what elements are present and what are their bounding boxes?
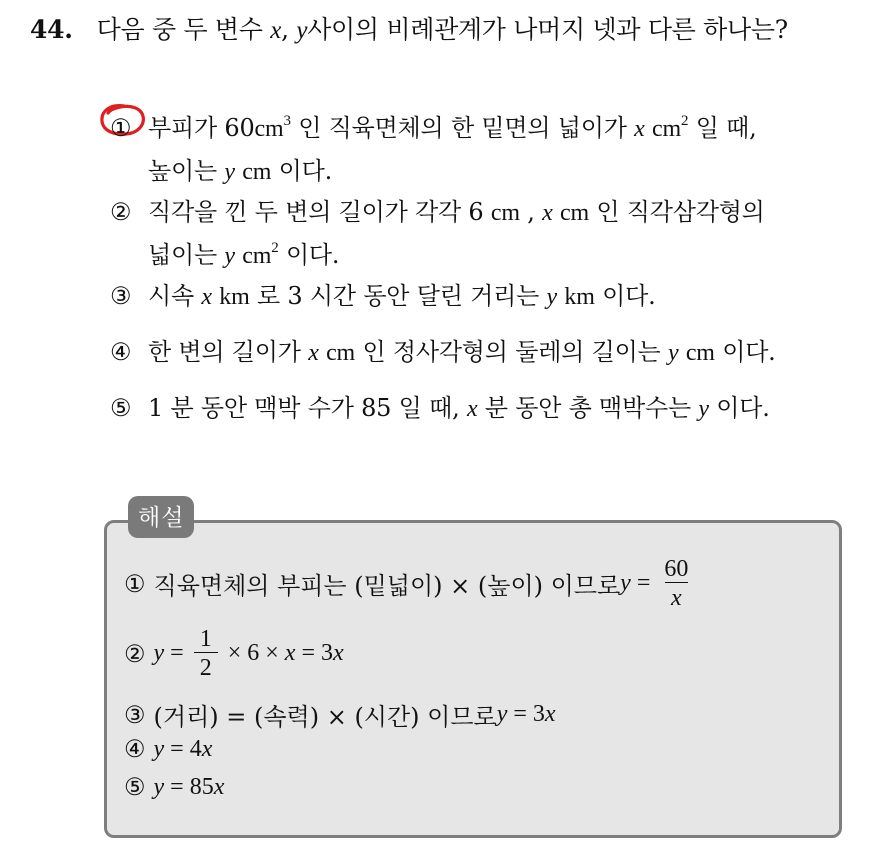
solution-tab: 해설	[128, 496, 194, 538]
question-var-y: y	[296, 17, 308, 44]
solution-line-5-lhs: y	[153, 773, 165, 800]
option-5[interactable]	[110, 388, 770, 423]
option-2-text-b: ,	[519, 198, 543, 226]
question-number: 44.	[30, 15, 73, 44]
solution-line-1-eq: =	[630, 570, 657, 597]
option-1-number: ①	[110, 114, 132, 142]
option-2-number: ②	[110, 198, 132, 226]
option-2-unit1: cm	[490, 200, 520, 226]
solution-line-1-fraction	[660, 556, 692, 612]
option-1-unit2: cm	[652, 116, 681, 142]
option-1-var: x	[634, 116, 645, 142]
option-3-unit1: km	[219, 284, 250, 310]
solution-line-2-frac-den: 2	[194, 652, 218, 681]
option-2[interactable]	[110, 192, 765, 270]
option-1-line2-text-b: 이다.	[271, 157, 333, 185]
option-2-line2-text-b: 이다.	[278, 241, 340, 269]
option-1-line2	[148, 151, 757, 186]
solution-line-4-eq: = 4	[164, 735, 202, 762]
question-var-x: x	[270, 17, 282, 44]
option-2-line2-unit: cm	[242, 243, 272, 269]
solution-line-5	[124, 773, 224, 801]
solution-line-2-rest-var2: x	[333, 640, 344, 667]
solution-line-5-eq: = 85	[164, 773, 214, 800]
option-4-text-a: 한 변의 길이가	[148, 338, 309, 366]
solution-line-2-rest-var: x	[284, 640, 296, 667]
option-2-line2-text-a: 넓이는	[148, 241, 225, 269]
option-3-text-a: 시속	[148, 282, 202, 310]
solution-line-3-eq: = 3	[507, 701, 545, 727]
option-5-text-b: 분 동안 총 맥박수는	[477, 394, 699, 422]
solution-line-1-number: ①	[124, 569, 146, 598]
solution-line-1-frac-den: x	[665, 582, 688, 611]
option-4-unit2: cm	[685, 340, 715, 366]
option-1-text-b: 인 직육면체의 한 밑면의 넓이가	[290, 114, 635, 142]
solution-line-4	[124, 735, 212, 763]
solution-line-2-number: ②	[124, 639, 146, 668]
solution-line-2-rest: × 6 ×	[221, 640, 285, 667]
option-3-var2: y	[546, 284, 557, 310]
solution-line-2-fraction	[194, 626, 218, 682]
question-header	[30, 10, 788, 46]
option-4-unit1: cm	[326, 340, 356, 366]
option-1-text-a: 부피가 60	[148, 114, 255, 142]
option-1[interactable]	[110, 108, 757, 186]
option-5-text-c: 이다.	[708, 394, 770, 422]
option-5-var2: y	[698, 396, 709, 422]
solution-line-3-number: ③	[124, 700, 146, 729]
option-5-var: x	[466, 396, 478, 422]
option-1-line2-unit: cm	[242, 159, 272, 185]
option-2-line2-sup: 2	[271, 240, 279, 256]
option-2-text-c: 인 직각삼각형의	[588, 198, 765, 226]
option-1-line2-var: y	[224, 159, 235, 185]
question-text-a: 다음 중 두 변수	[96, 15, 271, 44]
solution-line-1-frac-num: 60	[664, 556, 689, 582]
solution-line-3-var: x	[544, 701, 556, 727]
solution-line-3	[124, 697, 556, 732]
option-4-var2: y	[667, 340, 679, 366]
option-2-line2-var: y	[224, 243, 235, 269]
solution-line-2-frac-num: 1	[199, 626, 212, 652]
option-3-text-b: 로 3 시간 동안 달린 거리는	[249, 282, 547, 310]
option-3-unit2: km	[564, 284, 595, 310]
solution-line-4-lhs: y	[153, 735, 165, 762]
option-5-number: ⑤	[110, 394, 132, 422]
option-2-var: x	[542, 200, 553, 226]
solution-line-2-lhs: y	[153, 640, 165, 667]
solution-line-5-number: ⑤	[124, 773, 146, 801]
solution-line-4-var: x	[201, 735, 213, 762]
solution-line-2-rest-eq: = 3	[295, 640, 333, 667]
option-1-text-c: 일 때,	[688, 114, 757, 142]
option-2-text-a: 직각을 낀 두 변의 길이가 각각 6	[148, 198, 484, 226]
option-2-line2	[148, 235, 765, 270]
option-4-number: ④	[110, 338, 132, 366]
option-4-text-c: 이다.	[714, 338, 776, 366]
solution-line-3-lhs: y	[496, 701, 508, 727]
question-text-b: 사이의 비례관계가 나머지 넷과 다른 하나는?	[307, 15, 788, 44]
option-1-sup1: 3	[283, 113, 291, 129]
option-1-sup2: 2	[680, 113, 689, 129]
option-3-number: ③	[110, 282, 132, 310]
option-3[interactable]	[110, 276, 656, 311]
solution-line-2	[124, 626, 344, 682]
solution-line-1-lhs: y	[620, 570, 631, 597]
option-4-var: x	[308, 340, 319, 366]
solution-line-5-var: x	[213, 773, 225, 800]
option-4[interactable]	[110, 332, 776, 367]
option-5-text-a: 1 분 동안 맥박 수가 85 일 때,	[148, 394, 467, 422]
question-comma: ,	[281, 15, 297, 44]
option-1-line2-text-a: 높이는	[148, 157, 225, 185]
option-1-unit1: cm	[254, 116, 284, 142]
solution-line-1	[124, 556, 696, 612]
solution-line-3-text: (거리) = (속력) × (시간) 이므로	[153, 703, 497, 731]
solution-line-2-eq: =	[164, 640, 190, 667]
solution-line-4-number: ④	[124, 735, 146, 763]
option-4-text-b: 인 정사각형의 둘레의 길이는	[355, 338, 668, 366]
option-3-text-c: 이다.	[594, 282, 656, 310]
option-3-var: x	[201, 284, 212, 310]
option-2-unit2: cm	[560, 200, 589, 226]
solution-line-1-text: 직육면체의 부피는 (밑넓이) × (높이) 이므로	[153, 572, 621, 601]
